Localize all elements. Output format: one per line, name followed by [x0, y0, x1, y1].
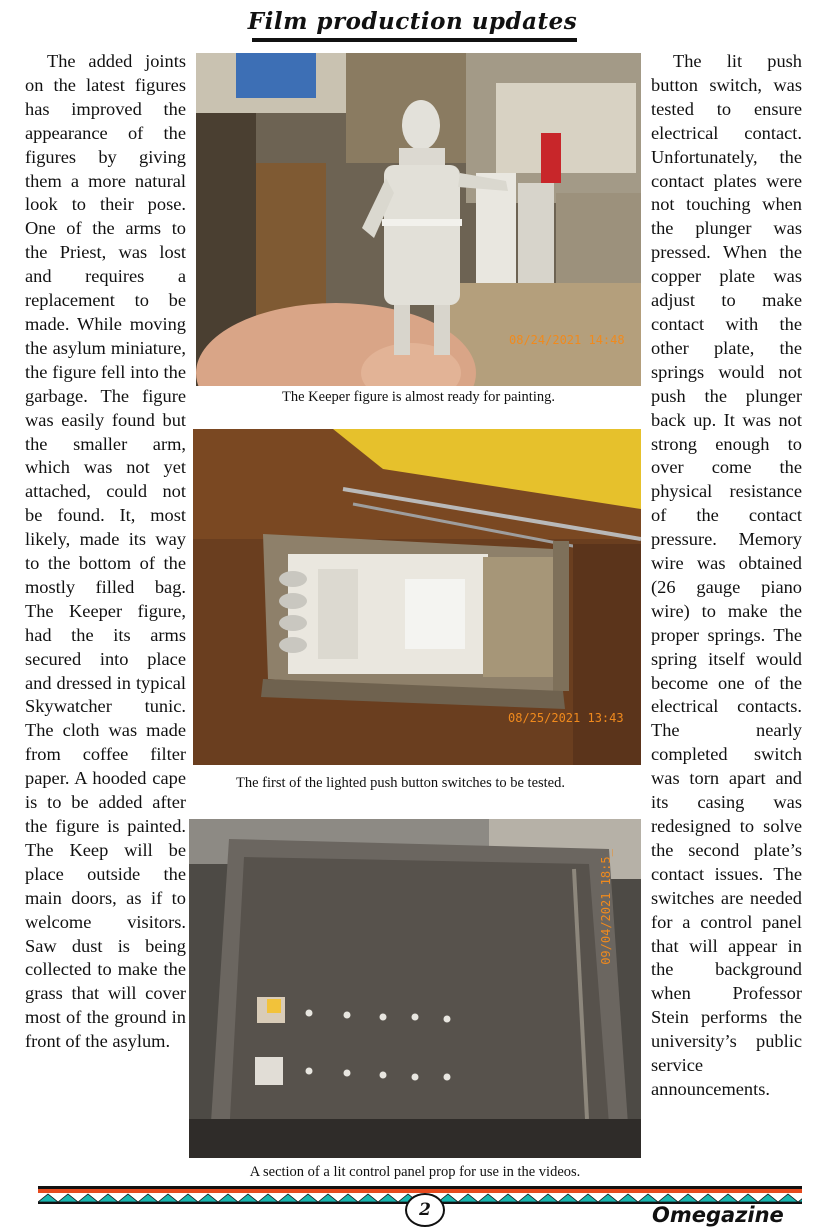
footer-triangle	[218, 1194, 238, 1202]
title-underline	[252, 38, 577, 42]
article-column-right	[651, 50, 802, 1102]
photo-2-caption: The first of the lighted push button switches to be tested.	[235, 775, 565, 791]
footer-triangle	[638, 1194, 658, 1202]
footer-triangle	[138, 1194, 158, 1202]
photo-1-timestamp: 08/24/2021 14:48	[509, 333, 625, 347]
footer-triangle	[198, 1194, 218, 1202]
footer-triangle	[698, 1194, 718, 1202]
footer-triangle	[738, 1194, 758, 1202]
footer-triangle	[58, 1194, 78, 1202]
footer-triangle	[458, 1194, 478, 1202]
footer-triangle	[678, 1194, 698, 1202]
footer-triangle	[658, 1194, 678, 1202]
footer-triangle	[178, 1194, 198, 1202]
footer-triangle	[778, 1194, 798, 1202]
footer-triangle	[798, 1194, 802, 1202]
footer-triangle	[618, 1194, 638, 1202]
footer-triangle	[518, 1194, 538, 1202]
footer-brand: Omegazine	[652, 1203, 784, 1227]
footer-triangle	[338, 1194, 358, 1202]
footer-triangle	[318, 1194, 338, 1202]
right-column-text: The lit push button switch, was tested to ensure electrical contact. Unfortunately, the contact plates were not touching when the plunger was pressed. When the copper plate was adjust to make contact with the other plate, the springs would not push the plunger back up. It was not strong enough to over come the physical resistance of the contact pressure. Memory wire was obtained (26 gauge piano wire) to make the proper springs. The spring itself would become one of the electrical contacts. The nearly completed switch was torn apart and its casing was redesigned to solve the second plate’s contact issues. The switches are needed for a control panel that will appear in the background when Professor Stein performs the university’s public service announcements.	[651, 51, 802, 1099]
footer-triangle	[718, 1194, 738, 1202]
photo-3-timestamp: 09/04/2021 18:5_	[598, 849, 613, 965]
footer-triangle	[38, 1194, 58, 1202]
footer-triangle	[578, 1194, 598, 1202]
footer-triangle	[258, 1194, 278, 1202]
footer-triangle	[378, 1194, 398, 1202]
photo-1-caption: The Keeper figure is almost ready for painting.	[282, 389, 555, 405]
footer-triangle	[758, 1194, 778, 1202]
control-panel-prop-photo	[189, 819, 641, 1158]
photo-2-timestamp: 08/25/2021 13:43	[508, 711, 624, 725]
footer-triangle	[498, 1194, 518, 1202]
footer-triangle	[478, 1194, 498, 1202]
footer-triangle	[78, 1194, 98, 1202]
footer-triangle	[278, 1194, 298, 1202]
footer-triangle	[358, 1194, 378, 1202]
footer-triangle	[538, 1194, 558, 1202]
footer-triangle	[598, 1194, 618, 1202]
left-column-text: The added joints on the latest figures has improved the appearance of the figures by giving them a more natural look to their pose. One of the arms to the Priest, was lost and requires a replacement to be made. While moving the asylum miniature, the figure fell into the garbage. The figure was easily found but the smaller arm, which was not yet attached, could not be found. It, most likely, made its way to the bottom of the mostly filled bag. The Keeper figure, had the its arms secured into place and dressed in typical Skywatcher tunic. The cloth was made from coffee filter paper. A hooded cape is to be added after the figure is painted. The Keep will be place outside the main doors, as if to welcome visitors. Saw dust is being collected to make the grass that will cover most of the ground in front of the asylum.	[25, 51, 186, 1052]
footer-triangle	[98, 1194, 118, 1202]
page-number: 2	[405, 1193, 445, 1227]
article-column-left	[25, 50, 186, 1054]
page-title: Film production updates	[247, 8, 578, 35]
footer-triangle	[158, 1194, 178, 1202]
photo-3-caption: A section of a lit control panel prop for use in the videos.	[249, 1164, 581, 1180]
footer-triangle	[238, 1194, 258, 1202]
footer-triangle	[298, 1194, 318, 1202]
footer-triangle	[558, 1194, 578, 1202]
footer-triangle	[118, 1194, 138, 1202]
